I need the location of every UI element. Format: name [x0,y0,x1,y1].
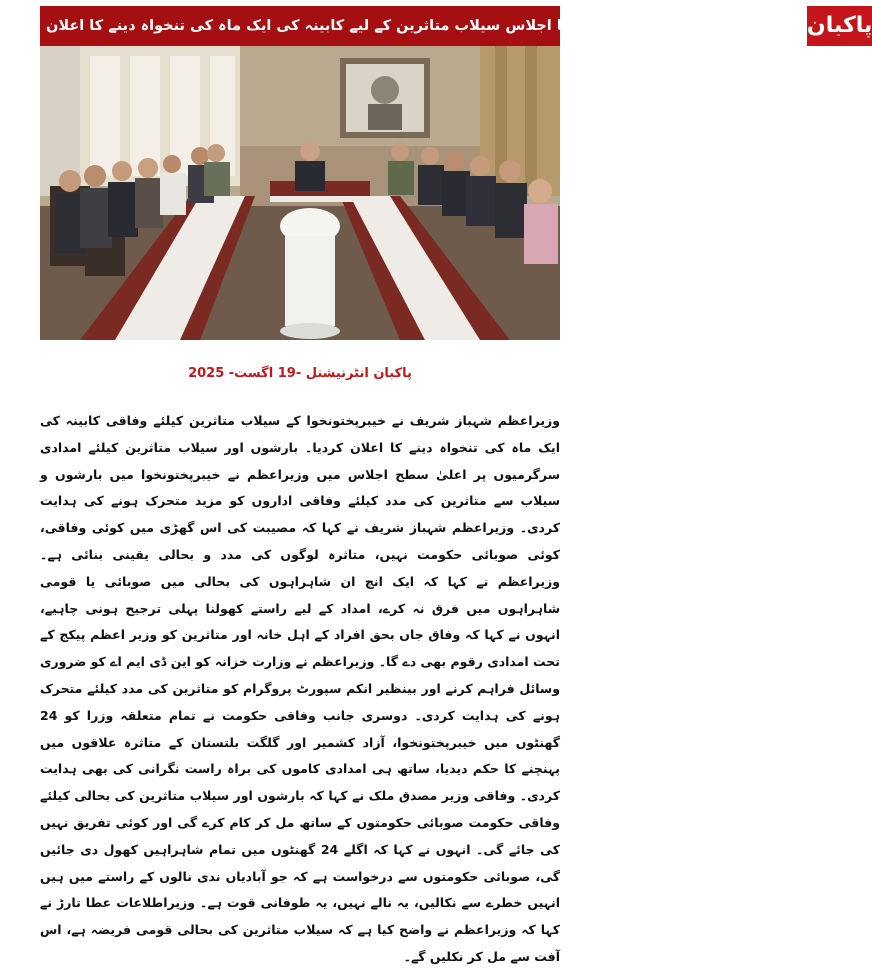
photo-illustration [40,46,560,340]
cabinet-meeting-photo [40,46,560,340]
article-body: وزیراعظم شہباز شریف نے خیبرپختونخوا کے سیلاب متاثرین کیلئے وفاقی کابینہ کی ایک ماہ کی تنخواہ دینے کا اعلان کردیا۔ بارشوں اور سیلاب متاثرین کیلئے امدادی سرگرمیوں پر اعلیٰ سطح اجلاس میں وزیراعظم نے خیبرپختونخوا میں بارشوں و سیلاب سے متاثرین کی مدد کیلئے وفاقی اداروں کو مزید متحرک ہونے کی ہدایت کردی۔ وزیراعظم شہباز شریف نے کہا کہ مصیبت کی اس گھڑی میں کوئی وفاقی، کوئی صوبائی حکومت نہیں، متاثرہ لوگوں کی مدد و بحالی یقینی بنائی ہے۔ وزیراعظم نے کہا کہ ایک انچ ان شاہراہوں کی بحالی میں صوبائی یا قومی شاہراہوں میں فرق نہ کرے، امداد کے لیے راستے کھولنا پہلی ترجیح ہونی چاہیے، انہوں نے کہا کہ وفاق جاں بحق افراد کے اہل خانہ اور متاثرین کو وزیر اعظم پیکج کے تحت امدادی رقوم بھی دے گا۔ وزیراعظم نے وزارت خزانہ کو این ڈی ایم اے کو ضروری وسائل فراہم کرنے اور بینظیر انکم سپورٹ پروگرام کو متاثرین کی مدد کیلئے متحرک ہونے کی ہدایت کردی۔ دوسری جانب وفاقی حکومت نے تمام متعلقہ وزرا کو 24 گھنٹوں میں خیبرپختونخوا، آزاد کشمیر اور گلگت بلتستان کے متاثرہ علاقوں میں پہنچنے کا حکم دیدیا، ساتھ ہی امدادی کاموں کی براہ راست نگرانی کی بھی ہدایت کردی۔ وفاقی وزیر مصدق ملک نے کہا کہ بارشوں اور سیلاب متاثرین کی بحالی کیلئے وفاقی حکومت صوبائی حکومتوں کے ساتھ مل کر کام کرے گی اور کوئی تفریق نہیں کی جائے گی۔ انہوں نے کہا کہ اگلے 24 گھنٹوں میں تمام شاہراہیں کھول دی جائیں گی، صوبائی حکومتوں سے درخواست ہے کہ جو آبادیاں ندی نالوں کے راستے میں ہیں انہیں خطرے سے نکالیں، یہ نالے نہیں، یہ طوفانی قوت ہے۔ وزیراطلاعات عطا تارڑ نے کہا کہ وزیراعظم نے واضح کیا ہے کہ سیلاب متاثرین کی بحالی قومی فریضہ ہے، اس آفت سے مل کر نکلیں گے۔ [40,413,560,964]
headline: وزیراعظم کی زیرصدارت کابینہ کا اجلاس سیلاب متاثرین کے لیے کابینہ کی ایک ماہ کی تنخواہ دینے کا اعلان [46,18,799,34]
byline: پاکبان انٹرنیشنل -19 اگست- 2025 [188,366,412,381]
headline-bar [40,6,872,46]
brand-logo: پاکبان [805,6,872,46]
